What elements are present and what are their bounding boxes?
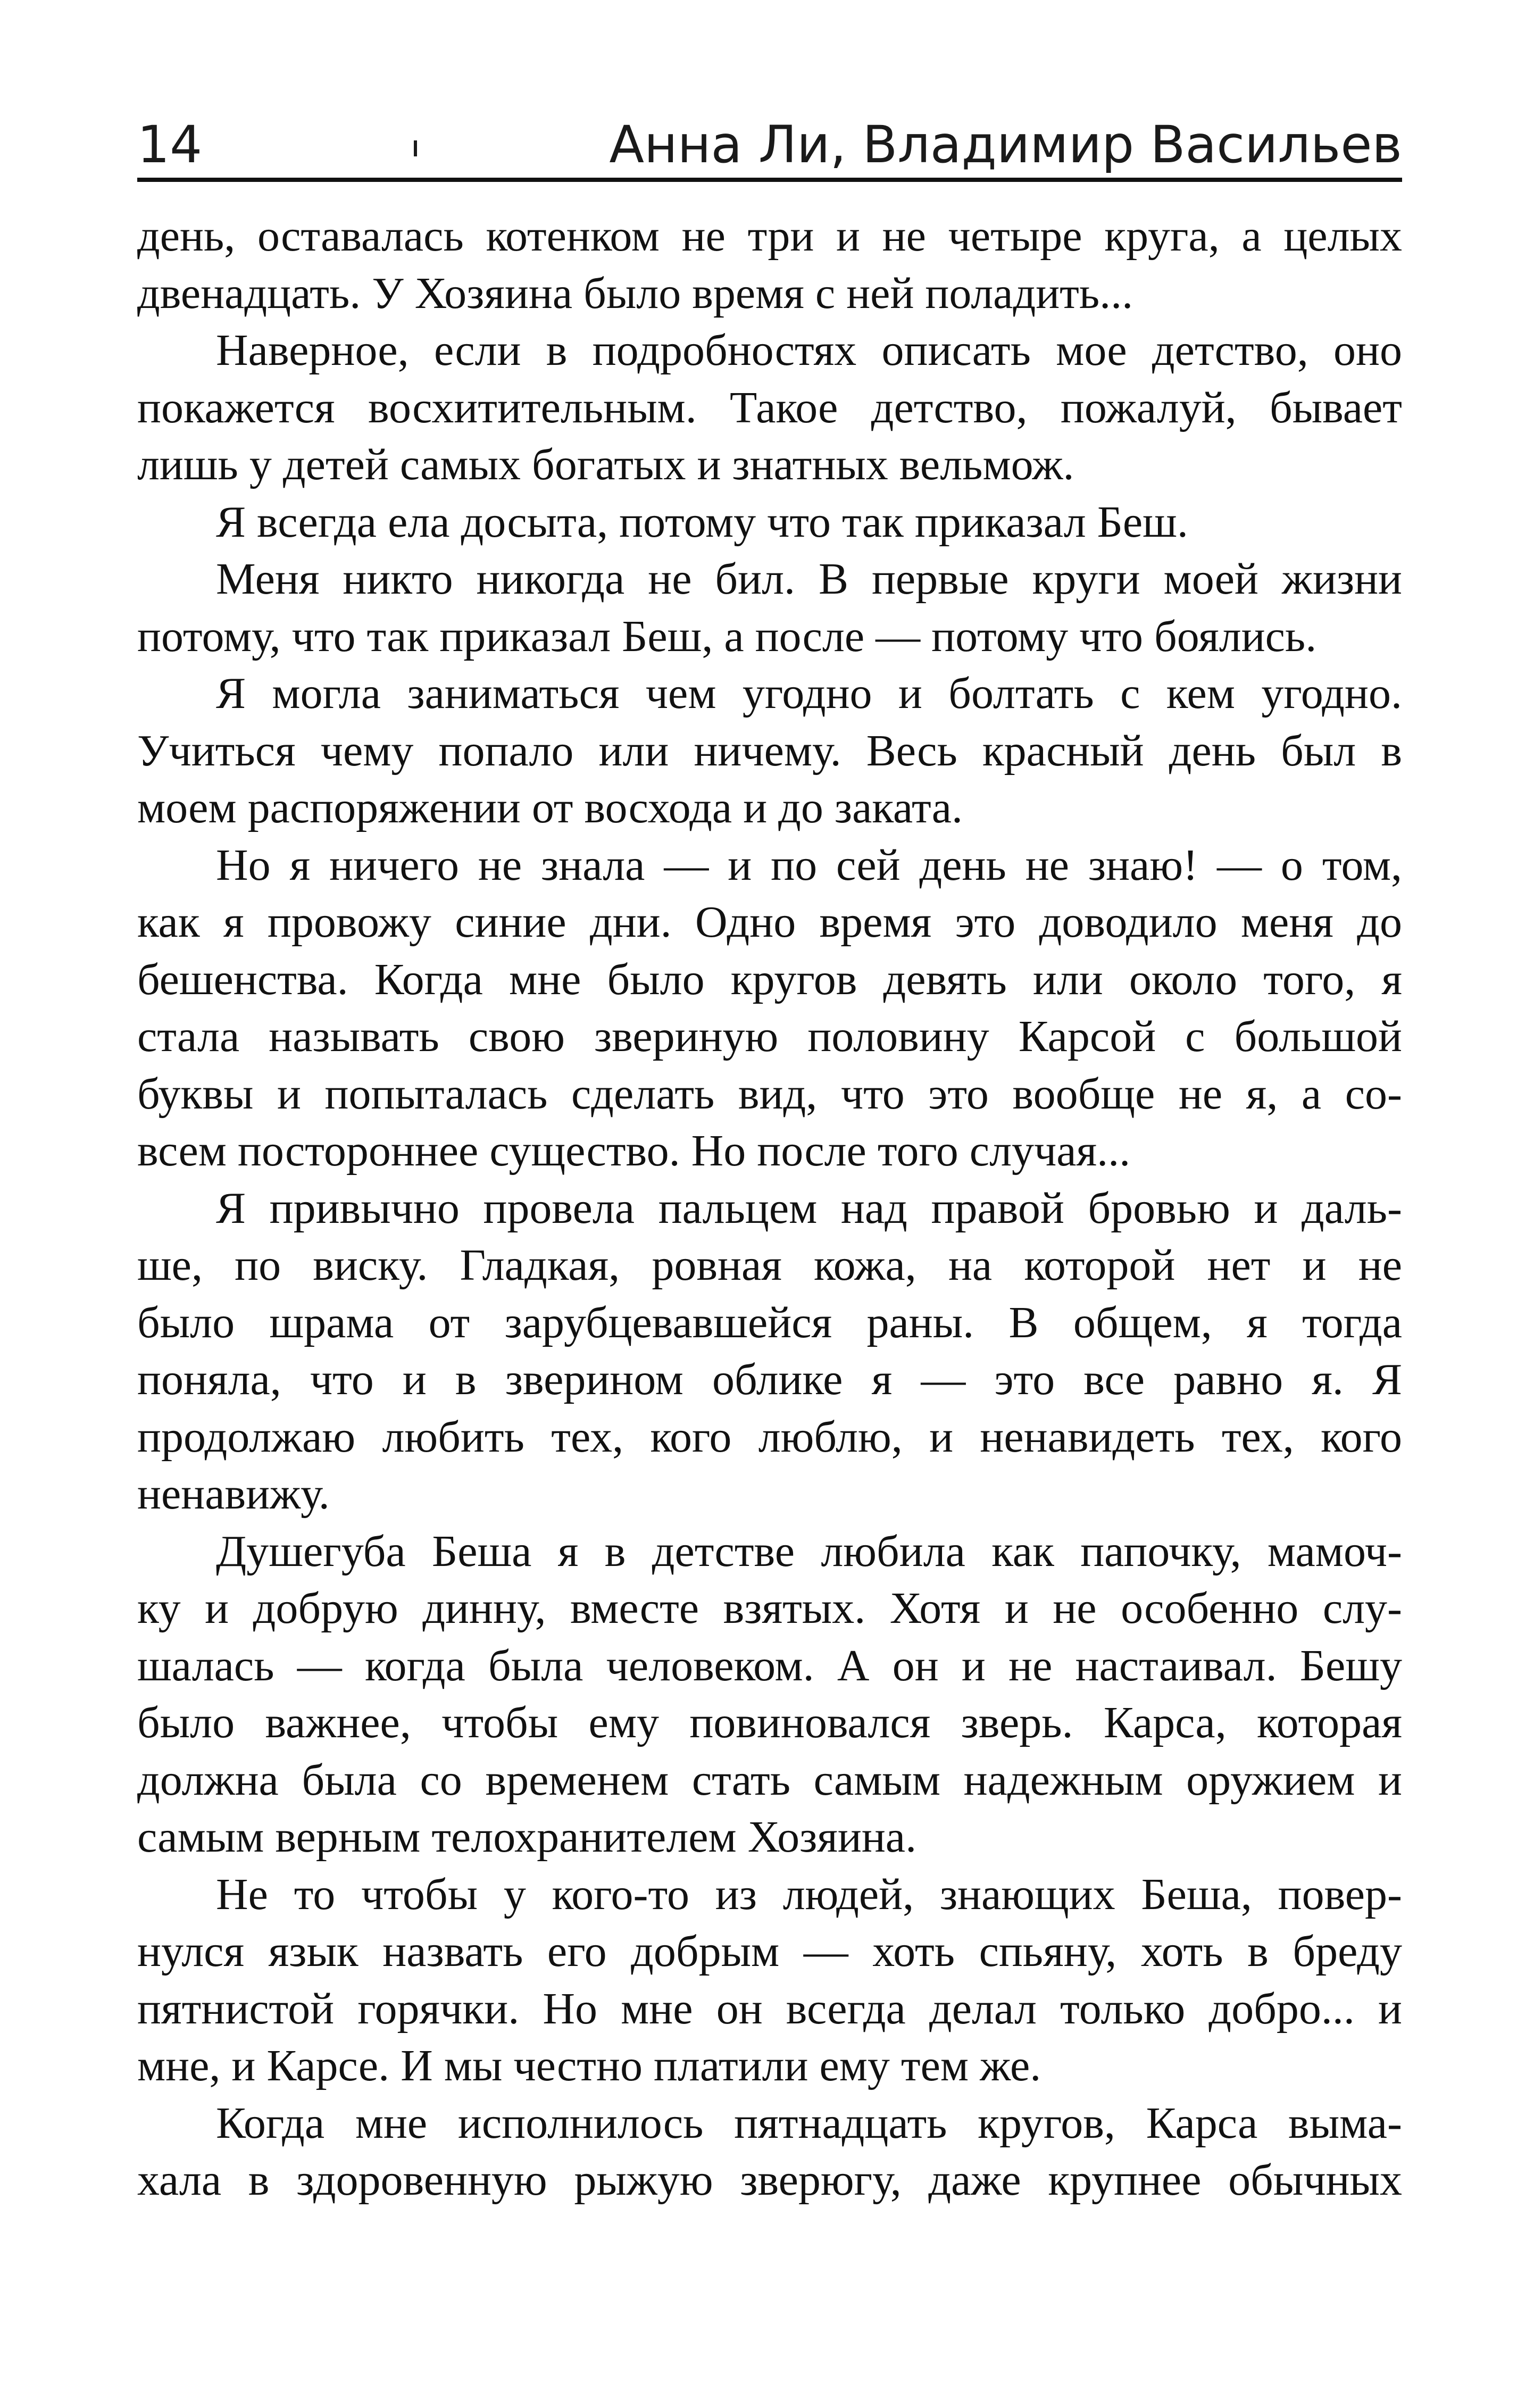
text-line: Не то чтобы у кого-то из людей, знающих Беша, повер- — [216, 1869, 1402, 1919]
text-line: Я привычно провела пальцем над правой бровью и даль- — [216, 1183, 1402, 1233]
text-line: день, оставалась котенком не три и не четыре круга, а целых — [137, 211, 1402, 261]
text-line: ненавижу. — [137, 1469, 330, 1519]
text-line: моем распоряжении от восхода и до заката. — [137, 783, 963, 832]
text-line: стала называть свою звериную половину Карсой с большой — [137, 1012, 1402, 1061]
text-line: должна была со временем стать самым надежным оружием и — [137, 1755, 1402, 1805]
header-rule — [137, 178, 1402, 182]
text-line: ку и добрую динну, вместе взятых. Хотя и не особенно слу- — [137, 1584, 1402, 1633]
text-line: шалась — когда была человеком. А он и не настаивал. Бешу — [137, 1640, 1402, 1690]
print-tick-mark — [414, 140, 417, 156]
text-line: продолжаю любить тех, кого люблю, и ненавидеть тех, кого — [137, 1412, 1402, 1462]
text-line: покажется восхитительным. Такое детство, пожалуй, бывает — [137, 382, 1402, 432]
text-line: ше, по виску. Гладкая, ровная кожа, на которой нет и не — [137, 1240, 1402, 1290]
text-line: Когда мне исполнилось пятнадцать кругов, Карса выма- — [216, 2098, 1402, 2148]
paragraph — [137, 665, 1402, 837]
text-line: Я всегда ела досыта, потому что так приказал Беш. — [216, 497, 1188, 547]
text-line: хала в здоровенную рыжую зверюгу, даже крупнее обычных — [137, 2155, 1402, 2205]
text-line: самым верным телохранителем Хозяина. — [137, 1812, 917, 1862]
text-line: Душегуба Беша я в детстве любила как папочку, мамоч- — [216, 1526, 1402, 1576]
text-line: Учиться чему попало или ничему. Весь красный день был в — [137, 726, 1402, 776]
text-line: Наверное, если в подробностях описать мое детство, оно — [216, 326, 1402, 375]
text-line: Я могла заниматься чем угодно и болтать с кем угодно. — [216, 669, 1402, 718]
text-line: Меня никто никогда не бил. В первые круги моей жизни — [216, 554, 1402, 604]
running-head — [137, 113, 1402, 177]
body-text — [137, 207, 1402, 2209]
text-line: лишь у детей самых богатых и знатных вельмож. — [137, 440, 1074, 489]
text-line: было шрама от зарубцевавшейся раны. В общем, я тогда — [137, 1297, 1402, 1347]
paragraph — [137, 551, 1402, 665]
text-line: потому, что так приказал Беш, а после — потому что боялись. — [137, 611, 1317, 661]
text-line: как я провожу синие дни. Одно время это доводило меня до — [137, 897, 1402, 947]
paragraph — [137, 1523, 1402, 1866]
text-line: было важнее, чтобы ему повиновался зверь. Карса, которая — [137, 1698, 1402, 1747]
paragraph — [137, 837, 1402, 1180]
running-head-author: Анна Ли, Владимир Васильев — [609, 115, 1402, 174]
paragraph — [137, 207, 1402, 322]
text-line: двенадцать. У Хозяина было время с ней поладить... — [137, 268, 1133, 318]
text-line: пятнистой горячки. Но мне он всегда делал только добро... и — [137, 1984, 1402, 2034]
text-line: всем постороннее существо. Но после того случая... — [137, 1126, 1131, 1176]
paragraph — [137, 1866, 1402, 2095]
text-line: мне, и Карсе. И мы честно платили ему тем же. — [137, 2041, 1041, 2090]
paragraph — [137, 1180, 1402, 1523]
paragraph — [137, 322, 1402, 494]
text-line: буквы и попыталась сделать вид, что это вообще не я, а со- — [137, 1069, 1402, 1119]
paragraph — [137, 494, 1402, 551]
paragraph — [137, 2095, 1402, 2209]
text-line: бешенства. Когда мне было кругов девять или около того, я — [137, 954, 1402, 1004]
page-number: 14 — [137, 115, 203, 174]
text-line: Но я ничего не знала — и по сей день не знаю! — о том, — [216, 840, 1402, 890]
text-line: поняла, что и в зверином облике я — это все равно я. Я — [137, 1355, 1402, 1404]
text-line: нулся язык назвать его добрым — хоть спьяну, хоть в бреду — [137, 1927, 1402, 1976]
